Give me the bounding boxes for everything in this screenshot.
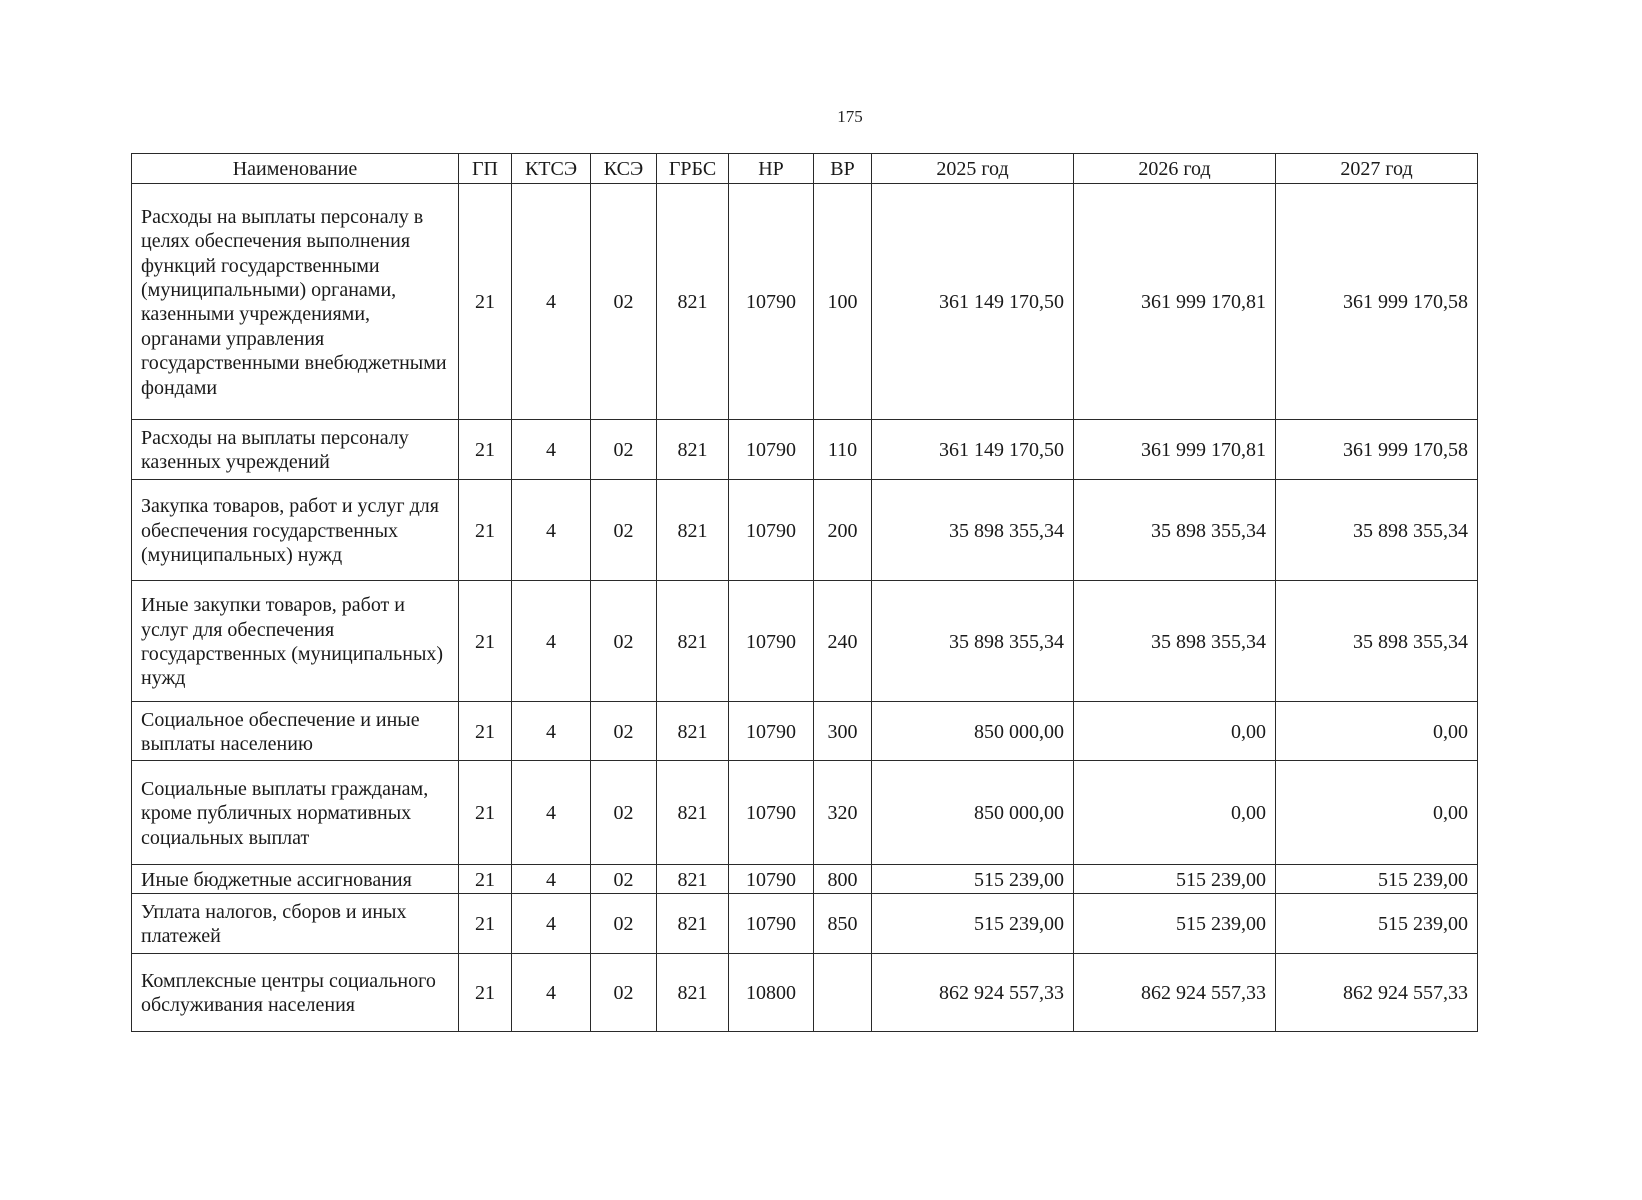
row-amount-2025: 361 149 170,50	[872, 420, 1074, 480]
table-row	[132, 954, 1478, 1032]
row-amount-2025: 515 239,00	[872, 894, 1074, 954]
row-np: 10790	[729, 761, 814, 865]
row-amount-2026: 515 239,00	[1074, 894, 1276, 954]
row-np: 10790	[729, 894, 814, 954]
row-amount-2025: 515 239,00	[872, 865, 1074, 894]
row-amount-2027: 35 898 355,34	[1276, 480, 1478, 581]
header-2026: 2026 год	[1074, 154, 1276, 184]
header-name: Наименование	[132, 154, 459, 184]
row-grbs: 821	[657, 954, 729, 1032]
row-kse: 02	[591, 954, 657, 1032]
row-name: Социальные выплаты гражданам, кроме публичных нормативных социальных выплат	[132, 761, 459, 865]
header-np: НР	[729, 154, 814, 184]
row-amount-2025: 35 898 355,34	[872, 480, 1074, 581]
row-amount-2026: 515 239,00	[1074, 865, 1276, 894]
table-row	[132, 184, 1478, 420]
row-vr: 240	[814, 581, 872, 702]
row-amount-2026: 0,00	[1074, 761, 1276, 865]
row-name: Закупка товаров, работ и услуг для обеспечения государственных (муниципальных) нужд	[132, 480, 459, 581]
row-name: Социальное обеспечение и иные выплаты населению	[132, 702, 459, 761]
row-name: Расходы на выплаты персоналу в целях обеспечения выполнения функций государственными (муниципальными) органами, казенными учреждениями, органами управления государственными внебюджетными фондами	[132, 184, 459, 420]
row-ktse: 4	[512, 184, 591, 420]
row-amount-2026: 361 999 170,81	[1074, 420, 1276, 480]
row-vr: 200	[814, 480, 872, 581]
row-ktse: 4	[512, 865, 591, 894]
row-amount-2025: 361 149 170,50	[872, 184, 1074, 420]
table-row	[132, 420, 1478, 480]
row-grbs: 821	[657, 480, 729, 581]
row-amount-2027: 361 999 170,58	[1276, 184, 1478, 420]
row-gp: 21	[459, 184, 512, 420]
row-amount-2027: 35 898 355,34	[1276, 581, 1478, 702]
header-2027: 2027 год	[1276, 154, 1478, 184]
row-np: 10790	[729, 702, 814, 761]
row-kse: 02	[591, 894, 657, 954]
row-kse: 02	[591, 581, 657, 702]
row-ktse: 4	[512, 581, 591, 702]
row-amount-2026: 35 898 355,34	[1074, 581, 1276, 702]
header-ktse: КТСЭ	[512, 154, 591, 184]
row-ktse: 4	[512, 420, 591, 480]
row-np: 10790	[729, 420, 814, 480]
row-amount-2026: 35 898 355,34	[1074, 480, 1276, 581]
row-amount-2027: 0,00	[1276, 702, 1478, 761]
row-amount-2027: 515 239,00	[1276, 894, 1478, 954]
row-kse: 02	[591, 865, 657, 894]
row-gp: 21	[459, 420, 512, 480]
header-row	[132, 154, 1478, 184]
table-row	[132, 581, 1478, 702]
row-ktse: 4	[512, 894, 591, 954]
row-grbs: 821	[657, 894, 729, 954]
row-amount-2027: 515 239,00	[1276, 865, 1478, 894]
row-kse: 02	[591, 420, 657, 480]
row-vr: 300	[814, 702, 872, 761]
header-gp: ГП	[459, 154, 512, 184]
row-amount-2025: 862 924 557,33	[872, 954, 1074, 1032]
row-ktse: 4	[512, 954, 591, 1032]
row-amount-2025: 850 000,00	[872, 761, 1074, 865]
row-ktse: 4	[512, 480, 591, 581]
row-gp: 21	[459, 702, 512, 761]
header-kse: КСЭ	[591, 154, 657, 184]
row-gp: 21	[459, 865, 512, 894]
header-vr: ВР	[814, 154, 872, 184]
row-name: Уплата налогов, сборов и иных платежей	[132, 894, 459, 954]
row-amount-2025: 850 000,00	[872, 702, 1074, 761]
row-vr: 800	[814, 865, 872, 894]
row-gp: 21	[459, 480, 512, 581]
row-name: Расходы на выплаты персоналу казенных учреждений	[132, 420, 459, 480]
row-amount-2025: 35 898 355,34	[872, 581, 1074, 702]
row-np: 10800	[729, 954, 814, 1032]
row-amount-2026: 361 999 170,81	[1074, 184, 1276, 420]
table-row	[132, 894, 1478, 954]
row-ktse: 4	[512, 702, 591, 761]
row-grbs: 821	[657, 581, 729, 702]
table-row	[132, 761, 1478, 865]
row-grbs: 821	[657, 702, 729, 761]
row-kse: 02	[591, 480, 657, 581]
row-amount-2026: 862 924 557,33	[1074, 954, 1276, 1032]
row-vr: 100	[814, 184, 872, 420]
row-amount-2027: 0,00	[1276, 761, 1478, 865]
row-ktse: 4	[512, 761, 591, 865]
header-2025: 2025 год	[872, 154, 1074, 184]
row-kse: 02	[591, 184, 657, 420]
table-row	[132, 702, 1478, 761]
row-kse: 02	[591, 702, 657, 761]
row-np: 10790	[729, 480, 814, 581]
row-grbs: 821	[657, 420, 729, 480]
row-vr: 850	[814, 894, 872, 954]
row-grbs: 821	[657, 761, 729, 865]
row-gp: 21	[459, 581, 512, 702]
row-grbs: 821	[657, 184, 729, 420]
row-gp: 21	[459, 954, 512, 1032]
row-gp: 21	[459, 894, 512, 954]
table-row	[132, 480, 1478, 581]
row-np: 10790	[729, 865, 814, 894]
row-name: Иные закупки товаров, работ и услуг для обеспечения государственных (муниципальных) нужд	[132, 581, 459, 702]
row-name: Комплексные центры социального обслуживания населения	[132, 954, 459, 1032]
row-vr	[814, 954, 872, 1032]
row-kse: 02	[591, 761, 657, 865]
row-amount-2027: 862 924 557,33	[1276, 954, 1478, 1032]
budget-table	[131, 153, 1478, 1032]
row-name: Иные бюджетные ассигнования	[132, 865, 459, 894]
table-row	[132, 865, 1478, 894]
page-number: 175	[837, 107, 863, 126]
row-np: 10790	[729, 184, 814, 420]
row-gp: 21	[459, 761, 512, 865]
row-vr: 320	[814, 761, 872, 865]
row-vr: 110	[814, 420, 872, 480]
row-np: 10790	[729, 581, 814, 702]
row-amount-2026: 0,00	[1074, 702, 1276, 761]
row-grbs: 821	[657, 865, 729, 894]
row-amount-2027: 361 999 170,58	[1276, 420, 1478, 480]
header-grbs: ГРБС	[657, 154, 729, 184]
